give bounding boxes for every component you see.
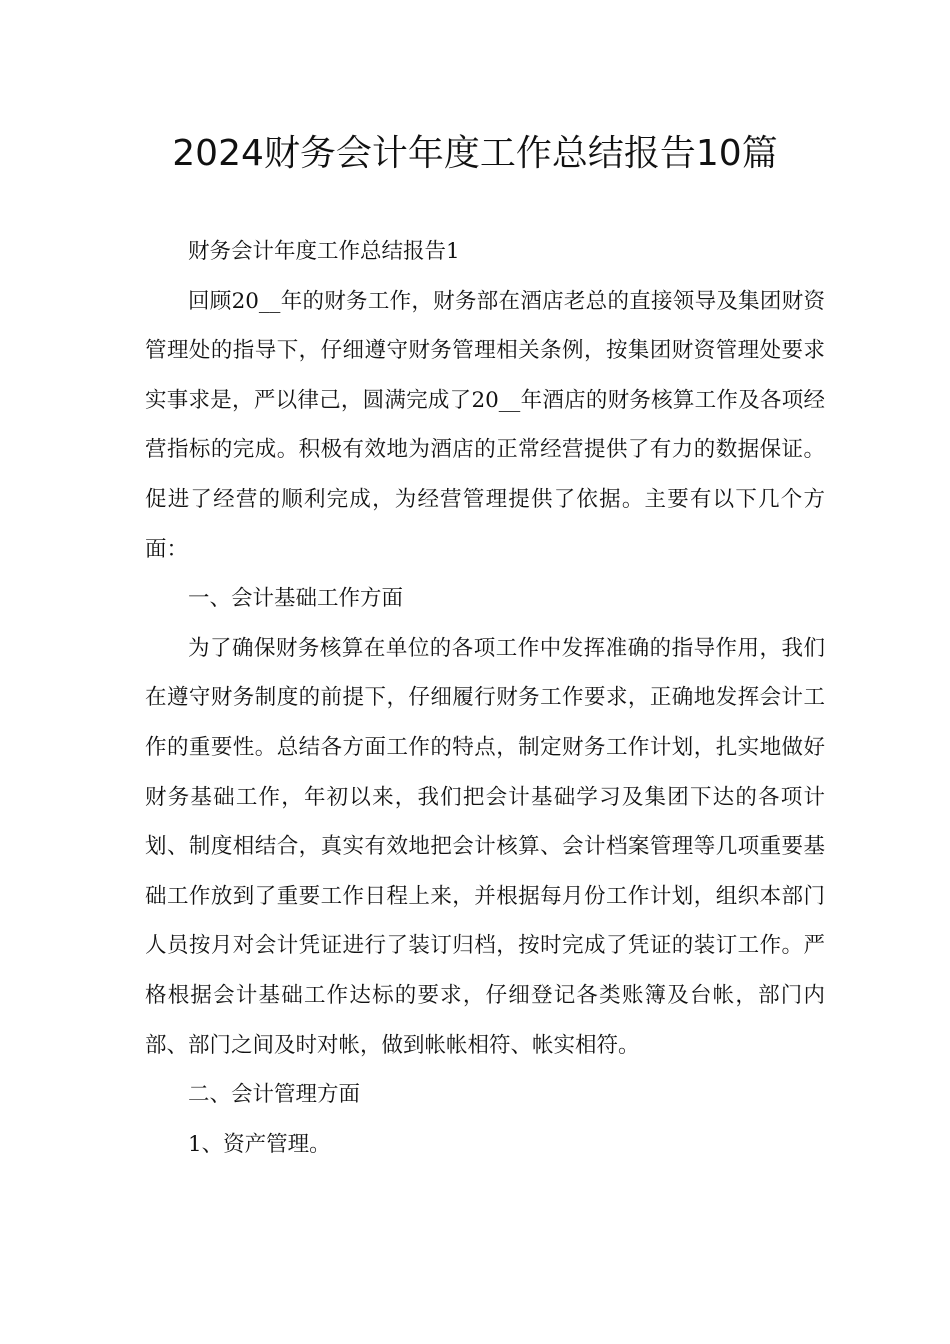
section-heading-accounting-management: 二、会计管理方面 xyxy=(188,1082,361,1108)
document-title: 2024财务会计年度工作总结报告10篇 xyxy=(172,133,778,174)
document-body xyxy=(145,227,825,1169)
report-heading: 财务会计年度工作总结报告1 xyxy=(188,239,460,264)
intro-paragraph: 回顾20__年的财务工作，财务部在酒店老总的直接领导及集团财资管理处的指导下，仔细遵守财务管理相关条例，按集团财资管理处要求实事求是，严以律己，圆满完成了20__年酒店的财务核算工作及各项经营指标的完成。积极有效地为酒店的正常经营提供了有力的数据保证。促进了经营的顺利完成，为经营管理提供了依据。主要有以下几个方面： xyxy=(145,288,825,562)
section-heading-accounting-basics: 一、会计基础工作方面 xyxy=(188,586,404,612)
accounting-basics-paragraph: 为了确保财务核算在单位的各项工作中发挥准确的指导作用，我们在遵守财务制度的前提下，仔细履行财务工作要求，正确地发挥会计工作的重要性。总结各方面工作的特点，制定财务工作计划，扎实地做好财务基础工作，年初以来，我们把会计基础学习及集团下达的各项计划、制度相结合，真实有效地把会计核算、会计档案管理等几项重要基础工作放到了重要工作日程上来，并根据每月份工作计划，组织本部门人员按月对会计凭证进行了装订归档，按时完成了凭证的装订工作。严格根据会计基础工作达标的要求，仔细登记各类账簿及台帐，部门内部、部门之间及时对帐，做到帐帐相符、帐实相符。 xyxy=(145,635,825,1058)
subsection-heading-asset-management: 1、资产管理。 xyxy=(188,1131,331,1157)
